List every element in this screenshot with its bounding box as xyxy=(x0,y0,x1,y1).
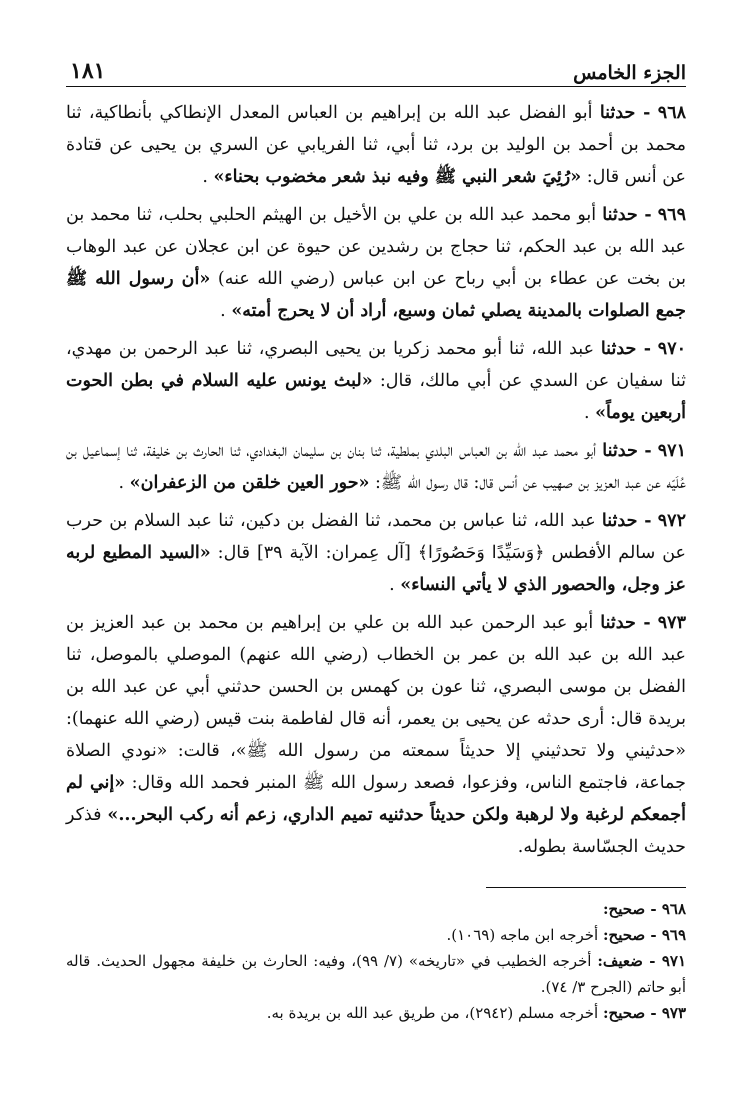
hadith-number: ٩٧٢ xyxy=(657,511,686,531)
hadith-text: أبو الفضل عبد الله بن إبراهيم بن العباس المعدل الإنطاكي بأنطاكية، ثنا محمد بن أحمد بن الوليد بن برد، ثنا أبي، ثنا الفريابي عن السري بن يحيى عن قتادة عن أنس قال: xyxy=(66,103,686,187)
hadith-lead: حدثنا xyxy=(602,205,638,225)
hadith-text: أبو محمد عبد الله بن العباس البلدي بملطية، ثنا بنان بن سليمان البغدادي، ثنا الحارث بن خليفة، ثنا إسماعيل بن عُلَيّه عن عبد العزيز بن صهيب عن أنس قال: قال رسول الله ﷺ: xyxy=(66,441,686,493)
hadith-tail: . xyxy=(202,167,208,187)
footnotes xyxy=(66,896,686,1026)
footnote-label: ٩٦٨ - صحيح: xyxy=(602,900,686,918)
footnote-969 xyxy=(66,922,686,948)
footnote-973 xyxy=(66,1000,686,1026)
footnote-divider xyxy=(486,887,686,888)
footnote-label: ٩٧٣ - صحيح: xyxy=(602,1004,686,1022)
hadith-968: ٩٦٨ - حدثنا أبو الفضل عبد الله بن إبراهيم بن العباس المعدل الإنطاكي بأنطاكية، ثنا محمد بن أحمد بن الوليد بن برد، ثنا أبي، ثنا الفريابي عن السري بن يحيى عن قتادة عن أنس قال: «رُئِيَ شعر النبي ﷺ وفيه نبذ شعر مخضوب بحناء» . xyxy=(66,103,686,187)
hadith-quote: «إني لم أجمعكم لرغبة ولا لرهبة ولكن حديثاً حدثنيه تميم الداري، زعم أنه ركب البحر...» xyxy=(66,773,686,825)
hadith-973: ٩٧٣ - حدثنا أبو عبد الرحمن عبد الله بن علي بن إبراهيم بن محمد بن عبد العزيز بن عبد الله بن عبد الله بن عمر بن الخطاب (رضي الله عنهم) الموصلي بالموصل، ثنا الفضل بن موسى البصري، ثنا عون بن كهمس بن الحسن حدثني أبي عن عبد الله بن بريدة قال: أرى حدثه عن يحيى بن يعمر، أنه قال لفاطمة بنت قيس (رضي الله عنهما): «حدثيني ولا تحدثيني إلا حديثاً سمعته من رسول الله ﷺ»، قالت: «نودي الصلاة جماعة، فاجتمع الناس، وفزعوا، فصعد رسول الله ﷺ المنبر فحمد الله وقال: «إني لم أجمعكم لرغبة ولا لرهبة ولكن حديثاً حدثنيه تميم الداري، زعم أنه ركب البحر...» فذكر حديث الجسّاسة بطوله. xyxy=(66,613,686,857)
hadith-tail: . xyxy=(389,575,395,595)
hadith-text: أبو محمد عبد الله بن علي بن الأخيل بن الهيثم الحلبي بحلب، ثنا محمد بن عبد الله بن عبد الحكم، ثنا حجاج بن رشدين عن حيوة عن ابن عجلان عن عبد الوهاب بن بخت عن عطاء بن أبي رباح عن ابن عباس (رضي الله عنه) xyxy=(66,205,687,289)
hadith-lead: حدثنا xyxy=(602,441,638,461)
page-header xyxy=(66,40,686,87)
hadith-number: ٩٦٩ xyxy=(657,205,686,225)
footnote-label: ٩٦٩ - صحيح: xyxy=(602,926,686,944)
running-title: الجزء الخامس xyxy=(573,62,686,84)
page-number: ١٨١ xyxy=(70,58,106,84)
footnote-label: ٩٧١ - ضعيف: xyxy=(597,952,687,970)
hadith-number: ٩٧٠ xyxy=(657,339,686,359)
hadith-quote: «حور العين خلقن من الزعفران» xyxy=(129,473,370,493)
hadith-list xyxy=(66,97,686,863)
footnote-text: أخرجه الخطيب في «تاريخه» (٧/ ٩٩)، وفيه: الحارث بن خليفة مجهول الحديث. قاله أبو حاتم (الجرح ٣/ ٧٤). xyxy=(66,952,686,996)
footnote-text: أخرجه مسلم (٢٩٤٢)، من طريق عبد الله بن بريدة به. xyxy=(266,1004,603,1022)
footnote-971 xyxy=(66,948,686,1000)
footnote-text: أخرجه ابن ماجه (١٠٦٩). xyxy=(446,926,603,944)
hadith-quote: «أن رسول الله ﷺ جمع الصلوات بالمدينة يصلي ثمان وسبع، أراد أن لا يحرج أمته» xyxy=(66,269,686,321)
hadith-972: ٩٧٢ - حدثنا عبد الله، ثنا عباس بن محمد، ثنا الفضل بن دكين، ثنا عبد السلام بن حرب عن سالم الأفطس ﴿وَسَيِّدًا وَحَصُورًا﴾ [آل عِمران: الآية ٣٩] قال: «السيد المطيع لربه عز وجل، والحصور الذي لا يأتي النساء» . xyxy=(66,511,686,595)
hadith-lead: حدثنا xyxy=(600,613,636,633)
hadith-970: ٩٧٠ - حدثنا عبد الله، ثنا أبو محمد زكريا بن يحيى البصري، ثنا عبد الرحمن بن مهدي، ثنا سفيان عن السدي عن أبي مالك، قال: «لبث يونس عليه السلام في بطن الحوت أربعين يوماً» . xyxy=(66,339,686,423)
hadith-lead: حدثنا xyxy=(599,103,636,123)
hadith-quote: «رُئِيَ شعر النبي ﷺ وفيه نبذ شعر مخضوب بحناء» xyxy=(213,167,582,187)
hadith-tail: فذكر حديث الجسّاسة بطوله. xyxy=(66,805,686,857)
footnote-968 xyxy=(66,896,686,922)
hadith-text: عبد الله، ثنا عباس بن محمد، ثنا الفضل بن دكين، ثنا عبد السلام بن حرب عن سالم الأفطس ﴿وَسَيِّدًا وَحَصُورًا﴾ [آل عِمران: الآية ٣٩] قال: xyxy=(66,511,686,563)
hadith-tail: . xyxy=(118,473,125,493)
hadith-lead: حدثنا xyxy=(601,511,638,531)
hadith-quote: «السيد المطيع لربه عز وجل، والحصور الذي لا يأتي النساء» xyxy=(66,543,686,595)
book-page xyxy=(66,40,686,1070)
hadith-number: ٩٧١ xyxy=(657,441,686,461)
hadith-quote: «لبث يونس عليه السلام في بطن الحوت أربعين يوماً» xyxy=(66,371,686,423)
hadith-tail: . xyxy=(583,403,590,423)
hadith-969: ٩٦٩ - حدثنا أبو محمد عبد الله بن علي بن الأخيل بن الهيثم الحلبي بحلب، ثنا محمد بن عبد الله بن عبد الحكم، ثنا حجاج بن رشدين عن حيوة عن ابن عجلان عن عبد الوهاب بن بخت عن عطاء بن أبي رباح عن ابن عباس (رضي الله عنه) «أن رسول الله ﷺ جمع الصلوات بالمدينة يصلي ثمان وسبع، أراد أن لا يحرج أمته» . xyxy=(66,205,687,321)
hadith-lead: حدثنا xyxy=(600,339,637,359)
hadith-text: عبد الله، ثنا أبو محمد زكريا بن يحيى البصري، ثنا عبد الرحمن بن مهدي، ثنا سفيان عن السدي عن أبي مالك، قال: xyxy=(66,339,686,391)
hadith-number: ٩٧٣ xyxy=(657,613,686,633)
hadith-text: أبو عبد الرحمن عبد الله بن علي بن إبراهيم بن محمد بن عبد العزيز بن عبد الله بن عبد الله بن عمر بن الخطاب (رضي الله عنهم) الموصلي بالموصل، ثنا الفضل بن موسى البصري، ثنا عون بن كهمس بن الحسن حدثني أبي عن عبد الله بن بريدة قال: أرى حدثه عن يحيى بن يعمر، أنه قال لفاطمة بنت قيس (رضي الله عنهما): «حدثيني ولا تحدثيني إلا حديثاً سمعته من رسول الله ﷺ»، قالت: «نودي الصلاة جماعة، فاجتمع الناس، وفزعوا، فصعد رسول الله ﷺ المنبر فحمد الله وقال: xyxy=(66,613,686,793)
hadith-971: ٩٧١ - حدثنا أبو محمد عبد الله بن العباس البلدي بملطية، ثنا بنان بن سليمان البغدادي، ثنا الحارث بن خليفة، ثنا إسماعيل بن عُلَيّه عن عبد العزيز بن صهيب عن أنس قال: قال رسول الله ﷺ: «حور العين خلقن من الزعفران» . xyxy=(66,441,686,493)
hadith-tail: . xyxy=(220,301,226,321)
hadith-number: ٩٦٨ xyxy=(657,103,686,123)
